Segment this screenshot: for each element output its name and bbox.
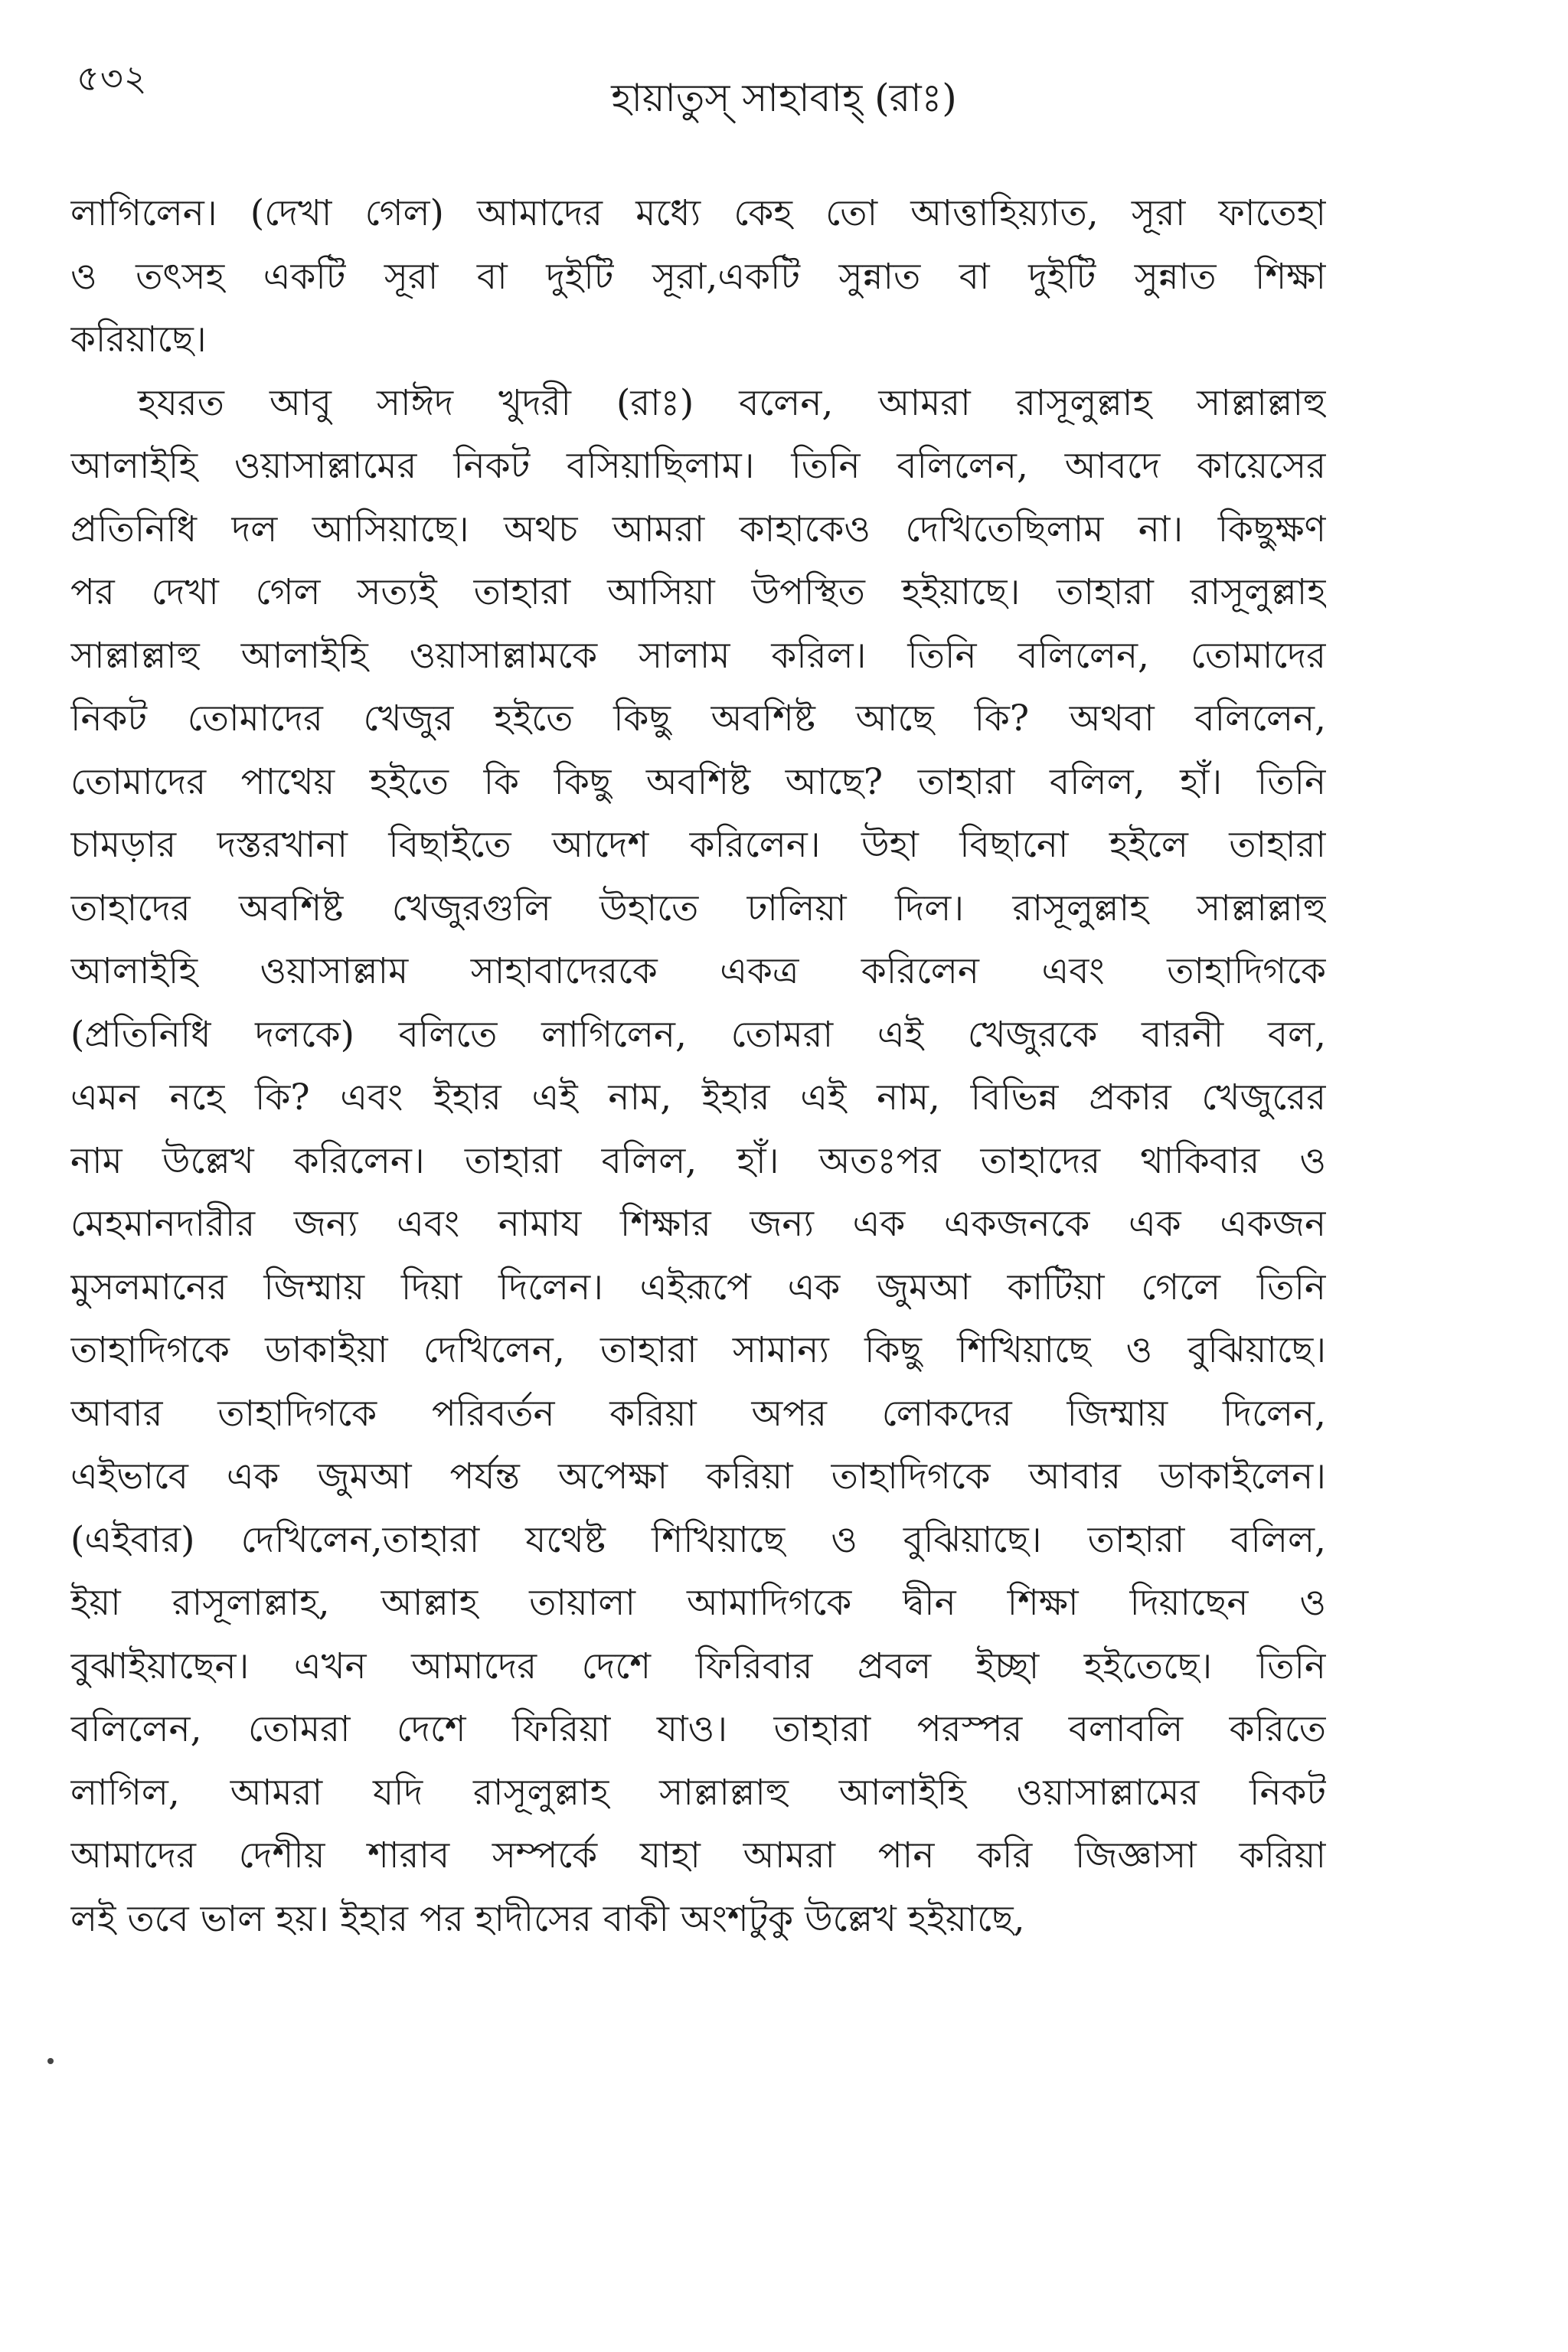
text-line: নাম উল্লেখ করিলেন। তাহারা বলিল, হাঁ। অতঃপর তাহাদের থাকিবার ও: [70, 1139, 1326, 1182]
text-line: মেহমানদারীর জন্য এবং নামায শিক্ষার জন্য এক একজনকে এক একজন: [70, 1203, 1326, 1245]
text-line: তোমাদের পাথেয় হইতে কি কিছু অবশিষ্ট আছে? তাহারা বলিল, হাঁ। তিনি: [70, 760, 1326, 803]
text-line: লই তবে ভাল হয়। ইহার পর হাদীসের বাকী অংশটুকু উল্লেখ হইয়াছে,: [70, 1897, 1025, 1940]
text-line: আমাদের দেশীয় শারাব সম্পর্কে যাহা আমরা পান করি জিজ্ঞাসা করিয়া: [70, 1834, 1326, 1877]
body-text: [70, 182, 1326, 1951]
text-line: সাল্লাল্লাহু আলাইহি ওয়াসাল্লামকে সালাম করিল। তিনি বলিলেন, তোমাদের: [70, 634, 1326, 677]
text-line: ও তৎসহ একটি সূরা বা দুইটি সূরা,একটি সুন্নাত বা দুইটি সুন্নাত শিক্ষা: [70, 255, 1326, 298]
text-line: করিয়াছে।: [70, 318, 207, 361]
text-line: বলিলেন, তোমরা দেশে ফিরিয়া যাও। তাহারা পরস্পর বলাবলি করিতে: [70, 1708, 1326, 1750]
text-line: তাহাদের অবশিষ্ট খেজুরগুলি উহাতে ঢালিয়া দিল। রাসূলুল্লাহ সাল্লাল্লাহু: [70, 887, 1326, 929]
text-line: ইয়া রাসূলাল্লাহ, আল্লাহ তায়ালা আমাদিগকে দ্বীন শিক্ষা দিয়াছেন ও: [70, 1582, 1326, 1624]
text-line: এমন নহে কি? এবং ইহার এই নাম, ইহার এই নাম, বিভিন্ন প্রকার খেজুরের: [70, 1076, 1326, 1119]
text-line: (প্রতিনিধি দলকে) বলিতে লাগিলেন, তোমরা এই খেজুরকে বারনী বল,: [70, 1013, 1326, 1056]
text-line: বুঝাইয়াছেন। এখন আমাদের দেশে ফিরিবার প্রবল ইচ্ছা হইতেছে। তিনি: [70, 1645, 1326, 1687]
text-line: (এইবার) দেখিলেন,তাহারা যথেষ্ট শিখিয়াছে ও বুঝিয়াছে। তাহারা বলিল,: [70, 1518, 1326, 1561]
text-line: আলাইহি ওয়াসাল্লাম সাহাবাদেরকে একত্র করিলেন এবং তাহাদিগকে: [70, 950, 1326, 992]
text-line: আবার তাহাদিগকে পরিবর্তন করিয়া অপর লোকদের জিম্মায় দিলেন,: [70, 1392, 1326, 1435]
text-line: লাগিল, আমরা যদি রাসূলুল্লাহ সাল্লাল্লাহু আলাইহি ওয়াসাল্লামের নিকট: [70, 1771, 1326, 1814]
text-line: প্রতিনিধি দল আসিয়াছে। অথচ আমরা কাহাকেও দেখিতেছিলাম না। কিছুক্ষণ: [70, 508, 1326, 550]
text-line: আলাইহি ওয়াসাল্লামের নিকট বসিয়াছিলাম। তিনি বলিলেন, আবদে কায়েসের: [70, 445, 1326, 487]
text-line: লাগিলেন। (দেখা গেল) আমাদের মধ্যে কেহ তো আত্তাহিয়্যাত, সূরা ফাতেহা: [70, 192, 1326, 234]
text-line: পর দেখা গেল সত্যই তাহারা আসিয়া উপস্থিত হইয়াছে। তাহারা রাসূলুল্লাহ: [70, 571, 1326, 613]
text-line: এইভাবে এক জুমআ পর্যন্ত অপেক্ষা করিয়া তাহাদিগকে আবার ডাকাইলেন।: [70, 1455, 1326, 1498]
text-line: মুসলমানের জিম্মায় দিয়া দিলেন। এইরূপে এক জুমআ কাটিয়া গেলে তিনি: [70, 1266, 1326, 1308]
text-line: চামড়ার দস্তরখানা বিছাইতে আদেশ করিলেন। উহা বিছানো হইলে তাহারা: [70, 824, 1326, 866]
text-line: হযরত আবু সাঈদ খুদরী (রাঃ) বলেন, আমরা রাসূলুল্লাহ সাল্লাল্লাহু: [138, 381, 1326, 424]
page-number: ৫৩২: [77, 57, 148, 99]
text-line: নিকট তোমাদের খেজুর হইতে কিছু অবশিষ্ট আছে কি? অথবা বলিলেন,: [70, 697, 1326, 740]
running-title: হায়াতুস্ সাহাবাহ্ (রাঃ): [611, 76, 957, 120]
margin-mark: [47, 2058, 54, 2064]
text-line: তাহাদিগকে ডাকাইয়া দেখিলেন, তাহারা সামান্য কিছু শিখিয়াছে ও বুঝিয়াছে।: [70, 1329, 1326, 1371]
